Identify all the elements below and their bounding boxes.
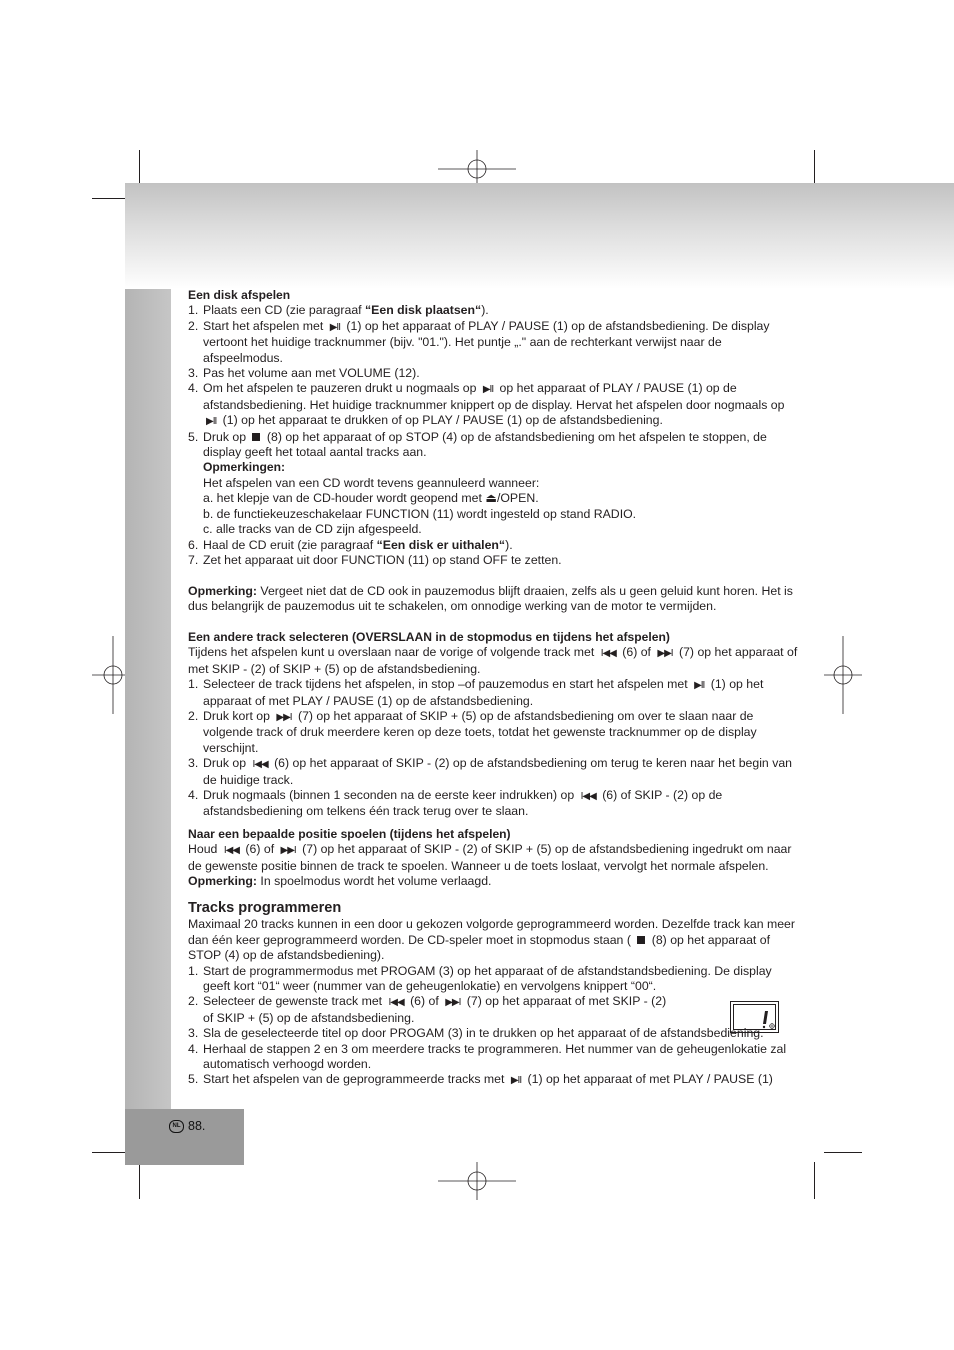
remark-a: a. het klepje van de CD-houder wordt geopend met ⏏/OPEN. bbox=[203, 491, 539, 506]
remark-b: b. de functiekeuzeschakelaar FUNCTION (11) wordt ingesteld op stand RADIO. bbox=[203, 506, 637, 521]
skip-intro: Tijdens het afspelen kunt u overslaan naar de vorige of volgende track met I◀◀ (6) of ▶▶I (7) op het apparaat of met SKIP - (2) of SKIP + (5) op de afstandsbediening. bbox=[188, 645, 798, 676]
crop-mark bbox=[814, 150, 815, 187]
remark-c: c. alle tracks van de CD zijn afgespeeld. bbox=[203, 522, 422, 537]
play-disc-steps bbox=[188, 303, 800, 460]
page-number-text: 88. bbox=[188, 1119, 206, 1133]
list-item: 4. Druk nogmaals (binnen 1 seconden na de eerste keer indrukken) op I◀◀ (6) of SKIP - (2) op de afstandsbediening om telkens één track terug over te slaan. bbox=[188, 787, 723, 819]
play-pause-icon: ▶II bbox=[329, 321, 340, 333]
eject-icon: ⏏ bbox=[485, 491, 497, 506]
list-item: 6. Haal de CD eruit (zie paragraaf “Een disk er uithalen“). bbox=[188, 537, 513, 552]
program-steps bbox=[188, 964, 800, 1089]
list-item: 5. Druk op (8) op het apparaat of op STOP (4) op de afstandsbediening om het afspelen te stoppen, de display geeft het totaal aantal tracks aan. bbox=[188, 429, 767, 460]
list-item: 3. Druk op I◀◀ (6) op het apparaat of SKIP - (2) op de afstandsbediening om terug te keren naar het begin van de huidige track. bbox=[188, 756, 793, 787]
list-item: 5. Start het afspelen van de geprogrammeerde tracks met ▶II (1) op het apparaat of met PLAY / PAUSE (1) bbox=[188, 1072, 800, 1088]
section-heading-play-disc: Een disk afspelen bbox=[188, 288, 291, 302]
prev-track-icon: I◀◀ bbox=[223, 845, 239, 857]
list-item: 1. Plaats een CD (zie paragraaf “Een disk plaatsen“). bbox=[188, 303, 489, 318]
list-item: 3. Sla de geselecteerde titel op door PROGAM (3) in te drukken op het apparaat of de afstandsbediening. bbox=[188, 1026, 764, 1041]
language-badge: NL bbox=[169, 1120, 184, 1133]
list-item: 2. Druk kort op ▶▶I (7) op het apparaat of SKIP + (5) op de afstandsbediening om over te slaan naar de volgende track of druk meerdere keren op deze toets, totdat het gewenste tracknummer op de display verschijnt. bbox=[188, 708, 757, 755]
play-disc-steps-cont bbox=[188, 538, 800, 569]
crop-mark bbox=[139, 150, 140, 187]
skip-steps bbox=[188, 677, 800, 820]
section-heading-program: Tracks programmeren bbox=[188, 900, 342, 917]
play-pause-icon: ▶II bbox=[510, 1075, 522, 1087]
remarks-block bbox=[188, 460, 800, 537]
section-heading-skip: Een andere track selecteren (OVERSLAAN in de stopmodus en tijdens het afspelen) bbox=[188, 629, 670, 644]
next-track-icon: ▶▶I bbox=[657, 648, 673, 660]
play-pause-icon: ▶II bbox=[206, 416, 217, 428]
prev-track-icon: I◀◀ bbox=[600, 648, 616, 660]
list-item: 1. Start de programmermodus met PROGAM (3) op het apparaat of de afstandstandsbediening. De display geeft kort “01“ weer (nummer van de geheugenlokatie) en vervolgens knippert “00“. bbox=[188, 963, 772, 994]
play-pause-icon: ▶II bbox=[482, 384, 494, 396]
header-band bbox=[125, 183, 954, 289]
stop-icon bbox=[637, 936, 645, 944]
list-item: 2. Selecteer de gewenste track met I◀◀ (6) of ▶▶I (7) op het apparaat of met SKIP - (2) of SKIP + (5) op de afstandsbediening. bbox=[188, 994, 667, 1025]
registration-mark-right bbox=[824, 636, 862, 714]
prev-track-icon: I◀◀ bbox=[252, 759, 268, 771]
crop-mark bbox=[814, 1162, 815, 1199]
next-track-icon: ▶▶I bbox=[445, 997, 461, 1009]
list-item: 4. Om het afspelen te pauzeren drukt u nogmaals op ▶II op het apparaat of PLAY / PAUSE (1) op de afstandsbediening. Het huidige tracknummer knippert op de display. Hervat het afspelen door nogmaals op ▶II (1) op het apparaat te drukken of op PLAY / PAUSE (1) op de afstandsbediening. bbox=[188, 381, 800, 429]
list-item: 2. Start het afspelen met ▶II (1) op het apparaat of PLAY / PAUSE (1) op de afstandsbediening. De display vertoont het huidige tracknummer (bijv. "01."). Het puntje „." aan de rechterkant verwijst naar de afspeelmodus. bbox=[188, 318, 770, 365]
list-item: 1. Selecteer de track tijdens het afspelen, in stop –of pauzemodus en start het afspelen met ▶II (1) op het apparaat of met PLAY / PAUSE (1) op de afstandsbediening. bbox=[188, 677, 764, 708]
play-pause-icon: ▶II bbox=[694, 680, 705, 692]
prev-track-icon: I◀◀ bbox=[580, 790, 596, 802]
crop-mark bbox=[139, 1162, 140, 1199]
note-pause: Opmerking: Vergeet niet dat de CD ook in pauzemodus blijft draaien, zelfs als u geen geluid kunt horen. Het is dus belangrijk de pauzemodus uit te schakelen, om onnodige werking van de motor te vermijden. bbox=[188, 583, 793, 614]
list-item: 4. Herhaal de stappen 2 en 3 om meerdere tracks te programmeren. Het nummer van de geheugenlokatie zal automatisch verhoogd worden. bbox=[188, 1041, 787, 1072]
list-item: 7. Zet het apparaat uit door FUNCTION (11) op stand OFF te zetten. bbox=[188, 552, 562, 567]
remarks-heading: Opmerkingen: bbox=[203, 460, 285, 475]
next-track-icon: ▶▶I bbox=[280, 845, 296, 857]
section-heading-seek: Naar een bepaalde positie spoelen (tijdens het afspelen) bbox=[188, 826, 511, 841]
stop-icon bbox=[252, 433, 260, 441]
seek-text: Houd I◀◀ (6) of ▶▶I (7) op het apparaat of SKIP - (2) of SKIP + (5) op de afstandsbediening ingedrukt om naar de gewenste positie binnen de track te spoelen. Wanneer u de toets loslaat, vervolgt het normale afspelen. bbox=[188, 842, 792, 873]
crop-mark bbox=[824, 1152, 862, 1153]
note-seek: Opmerking: In spoelmodus wordt het volume verlaagd. bbox=[188, 874, 492, 888]
next-track-icon: ▶▶I bbox=[276, 711, 292, 723]
list-item: 3. Pas het volume aan met VOLUME (12). bbox=[188, 366, 420, 381]
remarks-intro: Het afspelen van een CD wordt tevens geannuleerd wanneer: bbox=[203, 475, 540, 490]
side-bar bbox=[125, 289, 171, 1109]
prev-track-icon: I◀◀ bbox=[388, 997, 404, 1009]
registration-mark-bottom bbox=[438, 1162, 516, 1200]
program-intro: Maximaal 20 tracks kunnen in een door u gekozen volgorde geprogrammeerd worden. Dezelfde track kan meer dan één keer geprogrammeerd worden. De CD-speler moet in stopmodus staan ( (8) op het apparaat of STOP (4) op de afstandsbediening). bbox=[188, 917, 795, 963]
page-number bbox=[169, 1118, 205, 1134]
manual-content bbox=[188, 288, 800, 1089]
